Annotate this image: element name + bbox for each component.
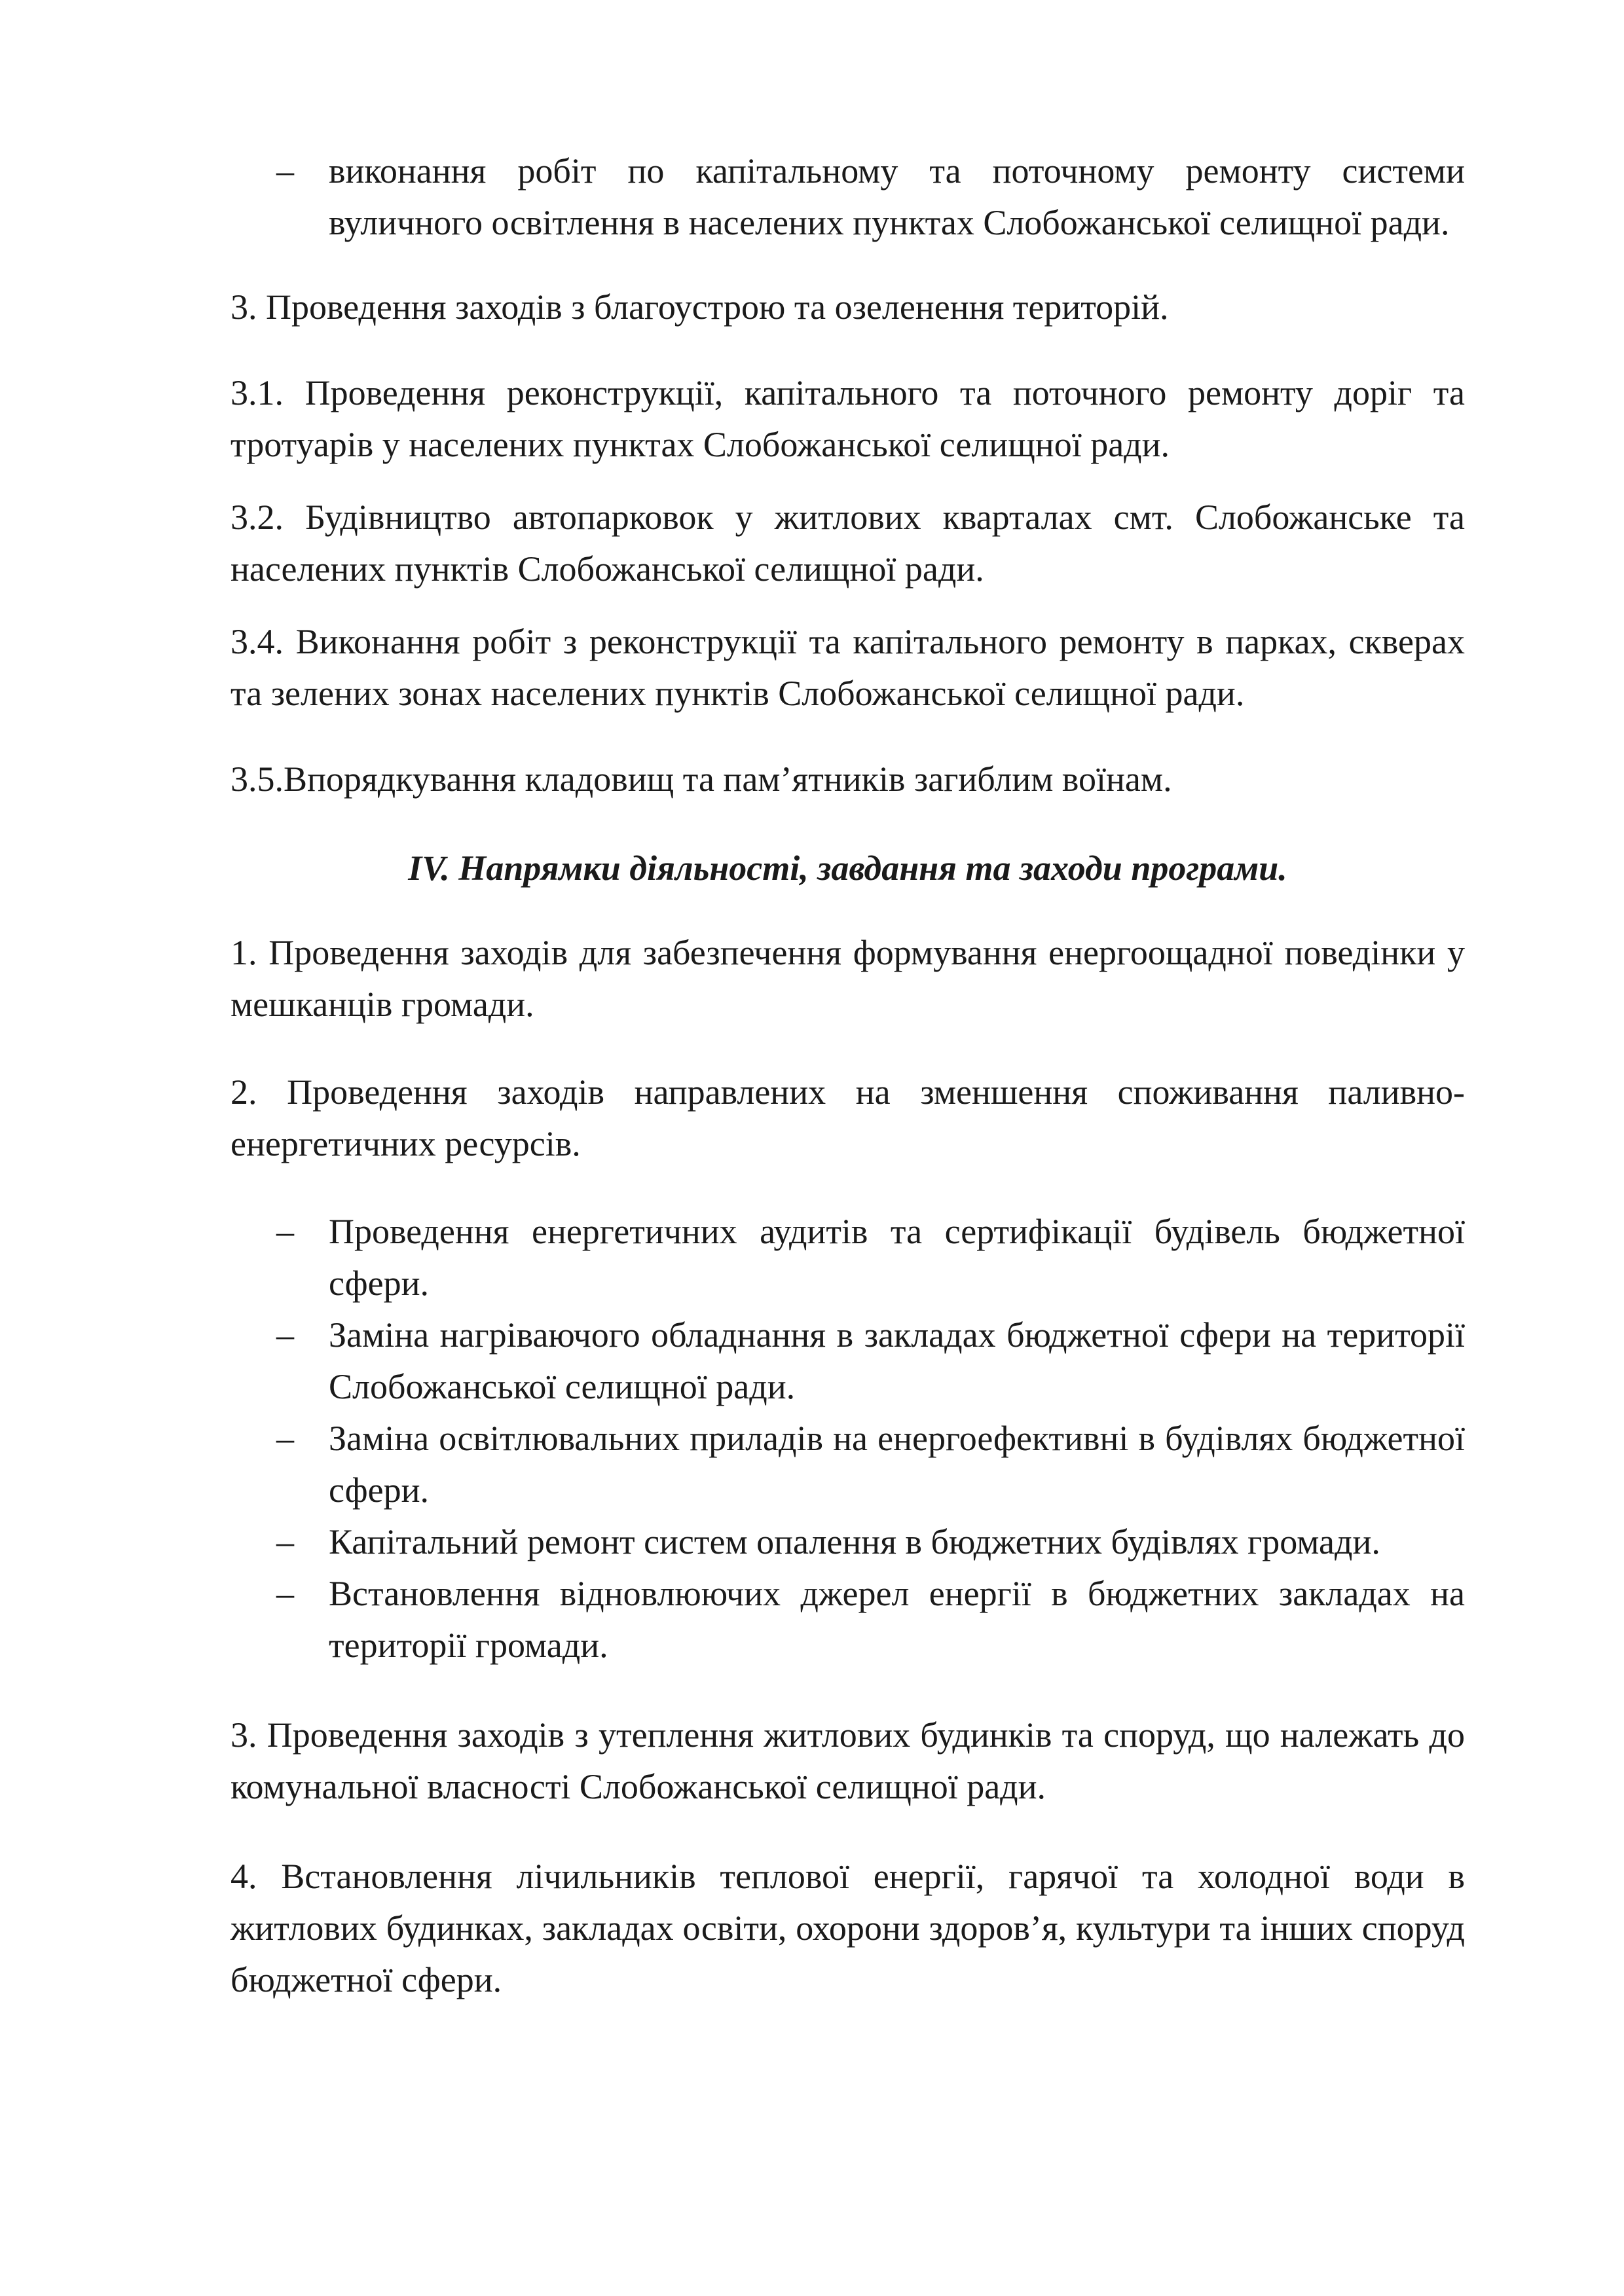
paragraph-1: 1. Проведення заходів для забезпечення формування енергоощадної поведінки у мешканців громади. [231,933,1465,1024]
document-page [231,145,1465,2006]
list-item [231,145,1465,249]
list-item [231,1568,1465,1671]
list-item-text: Заміна нагріваючого обладнання в закладах бюджетної сфери на території Слобожанської селищної ради. [329,1315,1465,1406]
dash-marker: – [276,151,294,191]
list-item-text: Проведення енергетичних аудитів та сертифікації будівель бюджетної сфери. [329,1212,1465,1303]
dash-marker: – [276,1574,294,1613]
dash-marker: – [276,1522,294,1561]
dash-marker: – [276,1212,294,1251]
section-3-title: 3. Проведення заходів з благоустрою та озеленення територій. [231,287,1169,327]
item-3-2: 3.2. Будівництво автопарковок у житлових кварталах смт. Слобожанське та населених пунктів Слобожанської селищної ради. [231,498,1465,589]
item-3-5: 3.5.Впорядкування кладовищ та пам’ятників загиблим воїнам. [231,759,1172,799]
dash-marker: – [276,1419,294,1458]
list-item-text: виконання робіт по капітальному та поточному ремонту системи вуличного освітлення в населених пунктах Слобожанської селищної ради. [329,151,1465,242]
list-item [231,1413,1465,1516]
list-item [231,1206,1465,1309]
paragraph-4: 4. Встановлення лічильників теплової енергії, гарячої та холодної води в житлових будинках, закладах освіти, охорони здоров’я, культури та інших споруд бюджетної сфери. [231,1857,1465,1999]
section-4-heading: IV. Напрямки діяльності, завдання та заходи програми. [408,848,1287,888]
list-item [231,1309,1465,1413]
list-item-text: Капітальний ремонт систем опалення в бюджетних будівлях громади. [329,1522,1380,1561]
energy-measures-list [231,1206,1465,1671]
intro-list [231,145,1465,249]
paragraph-2: 2. Проведення заходів направлених на зменшення споживання паливно-енергетичних ресурсів. [231,1072,1465,1163]
paragraph-3: 3. Проведення заходів з утеплення житлових будинків та споруд, що належать до комунальної власності Слобожанської селищної ради. [231,1715,1465,1806]
list-item-text: Встановлення відновлюючих джерел енергії в бюджетних закладах на території громади. [329,1574,1465,1665]
list-item-text: Заміна освітлювальних приладів на енергоефективні в будівлях бюджетної сфери. [329,1419,1465,1510]
list-item [231,1516,1465,1568]
item-3-4: 3.4. Виконання робіт з реконструкції та капітального ремонту в парках, скверах та зелених зонах населених пунктів Слобожанської селищної ради. [231,622,1465,713]
item-3-1: 3.1. Проведення реконструкції, капітального та поточного ремонту доріг та тротуарів у населених пунктах Слобожанської селищної ради. [231,373,1465,464]
dash-marker: – [276,1315,294,1355]
